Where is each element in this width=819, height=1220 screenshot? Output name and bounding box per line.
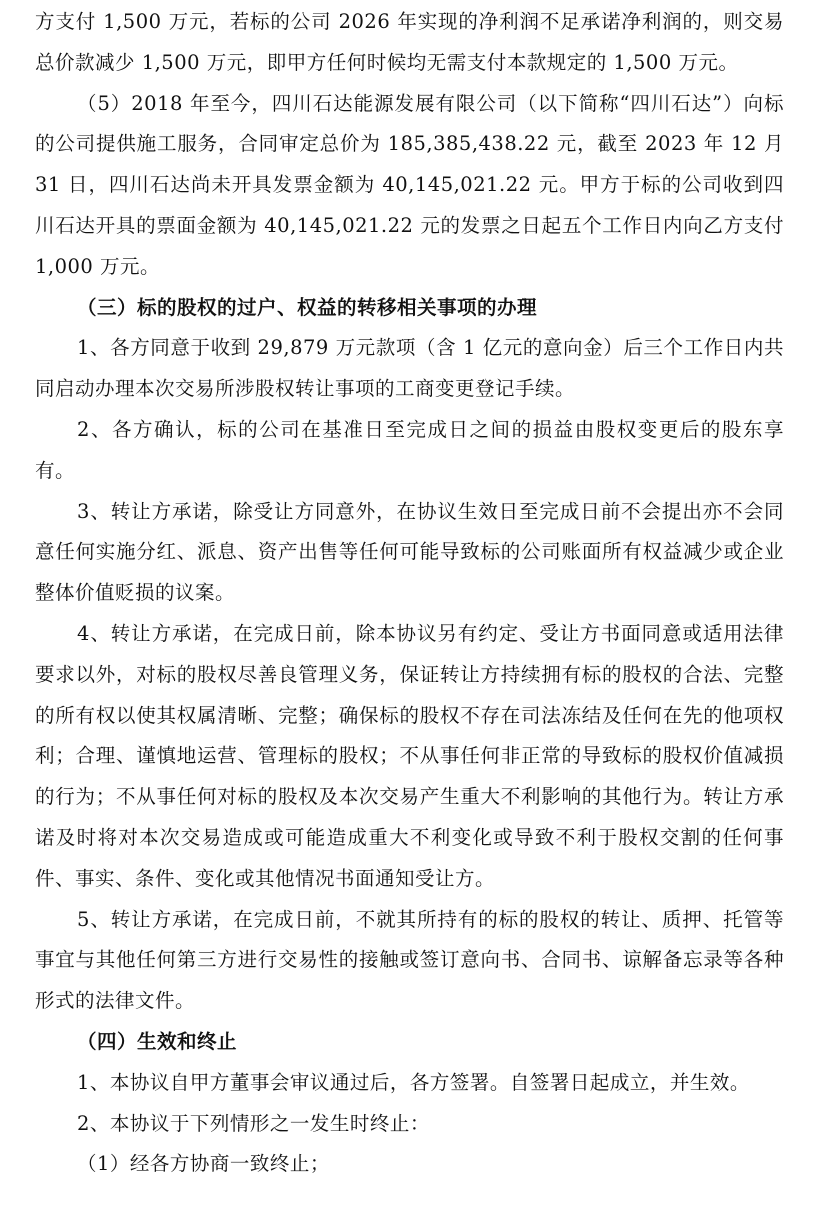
paragraph-payment-reduction: 方支付 1,500 万元，若标的公司 2026 年实现的净利润不足承诺净利润的，则交易总价款减少 1,500 万元，即甲方任何时候均无需支付本款规定的 1,500 万元。: [35, 10, 784, 74]
paragraph-termination-1: （1）经各方协商一致终止；: [77, 1152, 330, 1176]
paragraph-item-4: 4、转让方承诺，在完成日前，除本协议另有约定、受让方书面同意或适用法律要求以外，对标的股权尽善良管理义务，保证转让方持续拥有标的股权的合法、完整的所有权以使其权属清晰、完整；确保标的股权不存在司法冻结及任何在先的他项权利；合理、谨慎地运营、管理标的股权；不从事任何非正常的导致标的股权价值减损的行为；不从事任何对标的股权及本次交易产生重大不利影响的其他行为。转让方承诺及时将对本次交易造成或可能造成重大不利变化或导致不利于股权交割的任何事件、事实、条件、变化或其他情况书面通知受让方。: [35, 621, 784, 890]
paragraph-item-5: 5、转让方承诺，在完成日前，不就其所持有的标的股权的转让、质押、托管等事宜与其他任何第三方进行交易性的接触或签订意向书、合同书、谅解备忘录等各种形式的法律文件。: [35, 907, 784, 1013]
paragraph-item-2: 2、各方确认，标的公司在基准日至完成日之间的损益由股权变更后的股东享有。: [35, 417, 784, 482]
section-heading-transfer: （三）标的股权的过户、权益的转移相关事项的办理: [77, 295, 538, 319]
paragraph-item-1: 1、各方同意于收到 29,879 万元款项（含 1 亿元的意向金）后三个工作日内共同启动办理本次交易所涉股权转让事项的工商变更登记手续。: [35, 336, 784, 401]
paragraph-item-3: 3、转让方承诺，除受让方同意外，在协议生效日至完成日前不会提出亦不会同意任何实施分红、派息、资产出售等任何可能导致标的公司账面所有权益减少或企业整体价值贬损的议案。: [35, 499, 784, 605]
paragraph-effect-2: 2、本协议于下列情形之一发生时终止：: [77, 1111, 430, 1135]
section-heading-effect-termination: （四）生效和终止: [77, 1029, 238, 1053]
paragraph-sichuan-shida: （5）2018 年至今，四川石达能源发展有限公司（以下简称“四川石达”）向标的公司提供施工服务，合同审定总价为 185,385,438.22 元，截至 2023 年 12 月 31 日，四川石达尚未开具发票金额为 40,145,021.22 元。甲方于标的公司收到四川石达开具的票面金额为 40,145,021.22 元的发票之日起五个工作日内向乙方支付 1,000 万元。: [35, 91, 784, 278]
paragraph-effect-1: 1、本协议自甲方董事会审议通过后，各方签署。自签署日起成立，并生效。: [77, 1070, 750, 1094]
